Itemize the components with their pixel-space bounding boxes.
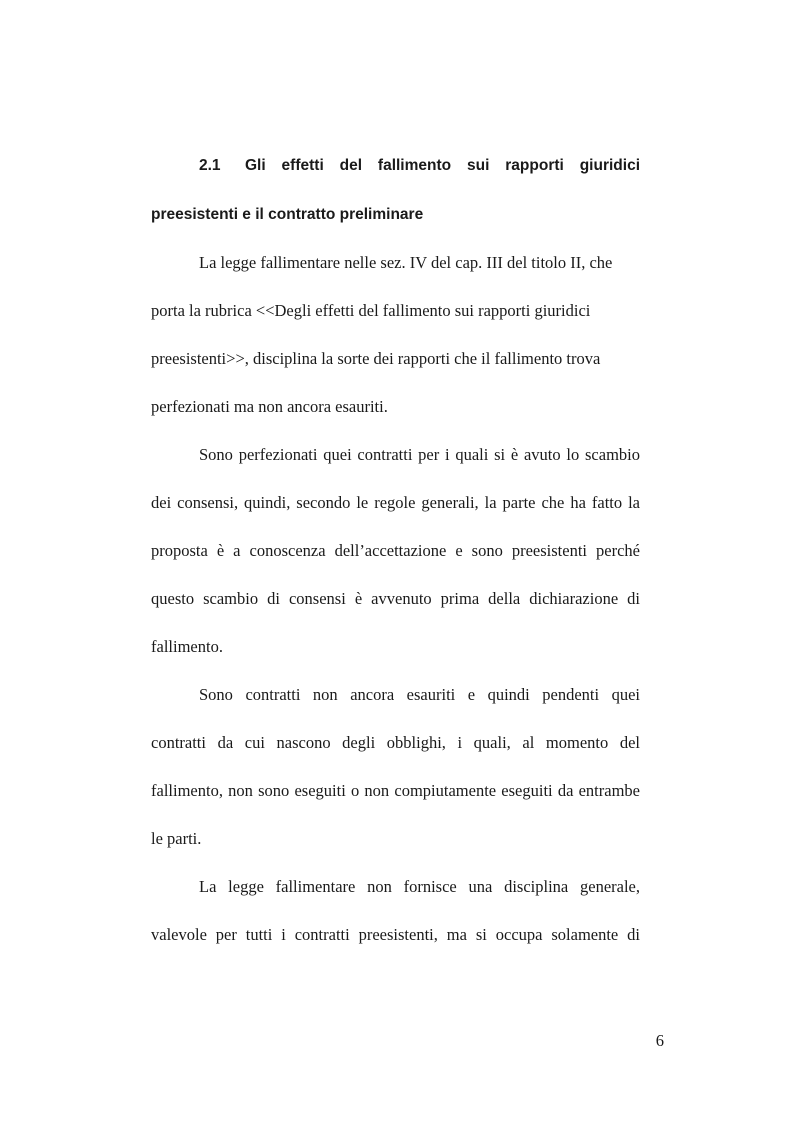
paragraph-line: questo scambio di consensi è avvenuto prima della dichiarazione di — [151, 589, 640, 608]
paragraph-line: porta la rubrica <<Degli effetti del fallimento sui rapporti giuridici — [151, 301, 591, 320]
paragraph-line: La legge fallimentare nelle sez. IV del cap. III del titolo II, che — [199, 253, 613, 272]
page-number: 6 — [655, 1031, 664, 1050]
paragraph-line: fallimento, non sono eseguiti o non compiutamente eseguiti da entrambe — [151, 781, 640, 800]
paragraph-line: La legge fallimentare non fornisce una disciplina generale, — [199, 877, 640, 896]
section-heading-line-2: preesistenti e il contratto preliminare — [151, 206, 424, 223]
paragraph-line: preesistenti>>, disciplina la sorte dei rapporti che il fallimento trova — [151, 349, 601, 368]
paragraph-line: valevole per tutti i contratti preesistenti, ma si occupa solamente di — [151, 925, 640, 944]
paragraph-line: contratti da cui nascono degli obblighi, i quali, al momento del — [151, 733, 640, 752]
paragraph-line: dei consensi, quindi, secondo le regole generali, la parte che ha fatto la — [151, 493, 640, 512]
section-number: 2.1 — [199, 157, 221, 174]
section-title-part-1: Gli effetti del fallimento sui rapporti giuridici — [245, 157, 640, 174]
paragraph-line: Sono perfezionati quei contratti per i quali si è avuto lo scambio — [199, 445, 640, 464]
paragraph-line: perfezionati ma non ancora esauriti. — [151, 397, 388, 416]
paragraph-line: fallimento. — [151, 637, 223, 656]
section-heading-line-1 — [199, 155, 640, 177]
paragraph-line: Sono contratti non ancora esauriti e quindi pendenti quei — [199, 685, 640, 704]
paragraph-line: proposta è a conoscenza dell’accettazione e sono preesistenti perché — [151, 541, 640, 560]
paragraph-line: le parti. — [151, 829, 202, 848]
